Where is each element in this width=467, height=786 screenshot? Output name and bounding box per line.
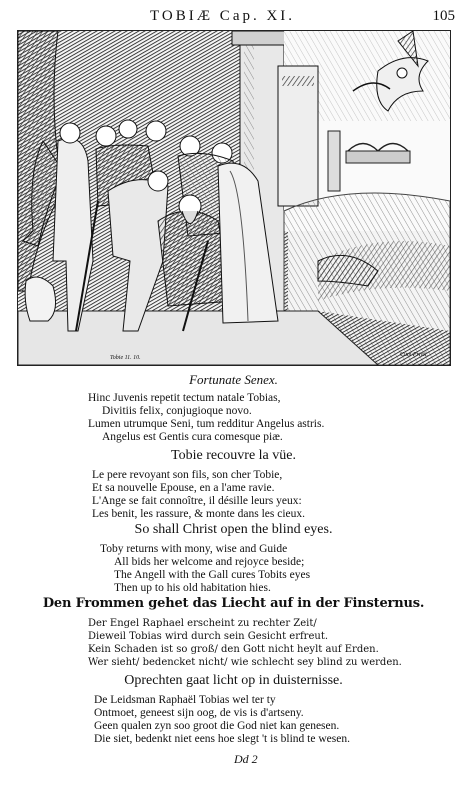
english-line-2: All bids her welcome and rejoyce beside; (114, 556, 305, 568)
latin-title: Fortunate Senex. (189, 372, 278, 387)
french-title: Tobie recouvre la vüe. (171, 448, 296, 463)
english-verse (0, 522, 467, 595)
dutch-line-1: De Leidsman Raphaël Tobias wel ter ty (94, 694, 276, 706)
running-header (0, 8, 467, 28)
german-line-2: Dieweil Tobias wird durch sein Gesicht erfreut. (88, 631, 329, 642)
dutch-verse (0, 673, 467, 746)
english-line-1: Toby returns with mony, wise and Guide (100, 543, 288, 555)
german-verse (0, 596, 467, 669)
dutch-line-2: Ontmoet, geneest sijn oog, de vis is d'artseny. (94, 707, 304, 719)
french-line-2: Et sa nouvelle Epouse, en a l'ame ravie. (92, 482, 275, 494)
dutch-line-4: Die siet, bedenkt niet eens hoe slegt 't is blind te wesen. (94, 733, 350, 745)
engraving-illustration (18, 31, 450, 365)
german-title: Den Frommen gehet das Liecht auf in der Finsternus. (42, 596, 425, 611)
plate-privilege: Cum Privil. (400, 352, 428, 358)
english-line-3: The Angell with the Gall cures Tobits eyes (114, 569, 311, 581)
latin-line-4: Angelus est Gentis cura comesque piæ. (102, 431, 283, 443)
dutch-title: Oprechten gaat licht op in duisternisse. (124, 673, 343, 688)
german-line-1: Der Engel Raphael erscheint zu rechter Zeit/ (88, 618, 317, 629)
english-line-4: Then up to his old habitation hies. (114, 582, 271, 594)
plate-caption: Tobie 11. 10. (110, 355, 141, 361)
latin-line-2: Divitiis felix, conjugioque novo. (102, 405, 252, 417)
french-line-3: L'Ange se fait connoître, il désille leurs yeux: (92, 495, 302, 507)
latin-verse (0, 372, 467, 444)
signature-mark: Dd 2 (234, 752, 258, 766)
french-verse (0, 448, 467, 521)
german-line-4: Wer sieht/ bedencket nicht/ wie schlecht sey blind zu werden. (88, 657, 402, 668)
english-title: So shall Christ open the blind eyes. (134, 522, 333, 537)
french-line-4: Les benit, les rassure, & monte dans les cieux. (92, 508, 306, 520)
french-line-1: Le pere revoyant son fils, son cher Tobie, (92, 469, 283, 481)
running-title: TOBIÆ Cap. XI. (150, 8, 296, 24)
latin-line-3: Lumen utrumque Seni, tum redditur Angelus astris. (88, 418, 325, 430)
engraving-plate (17, 30, 451, 366)
german-line-3: Kein Schaden ist so groß/ den Gott nicht heylt auf Erden. (88, 644, 379, 655)
dutch-line-3: Geen qualen zyn soo groot die God niet kan genesen. (94, 720, 340, 732)
latin-line-1: Hinc Juvenis repetit tectum natale Tobias, (88, 392, 281, 404)
page-number: 105 (432, 8, 455, 24)
